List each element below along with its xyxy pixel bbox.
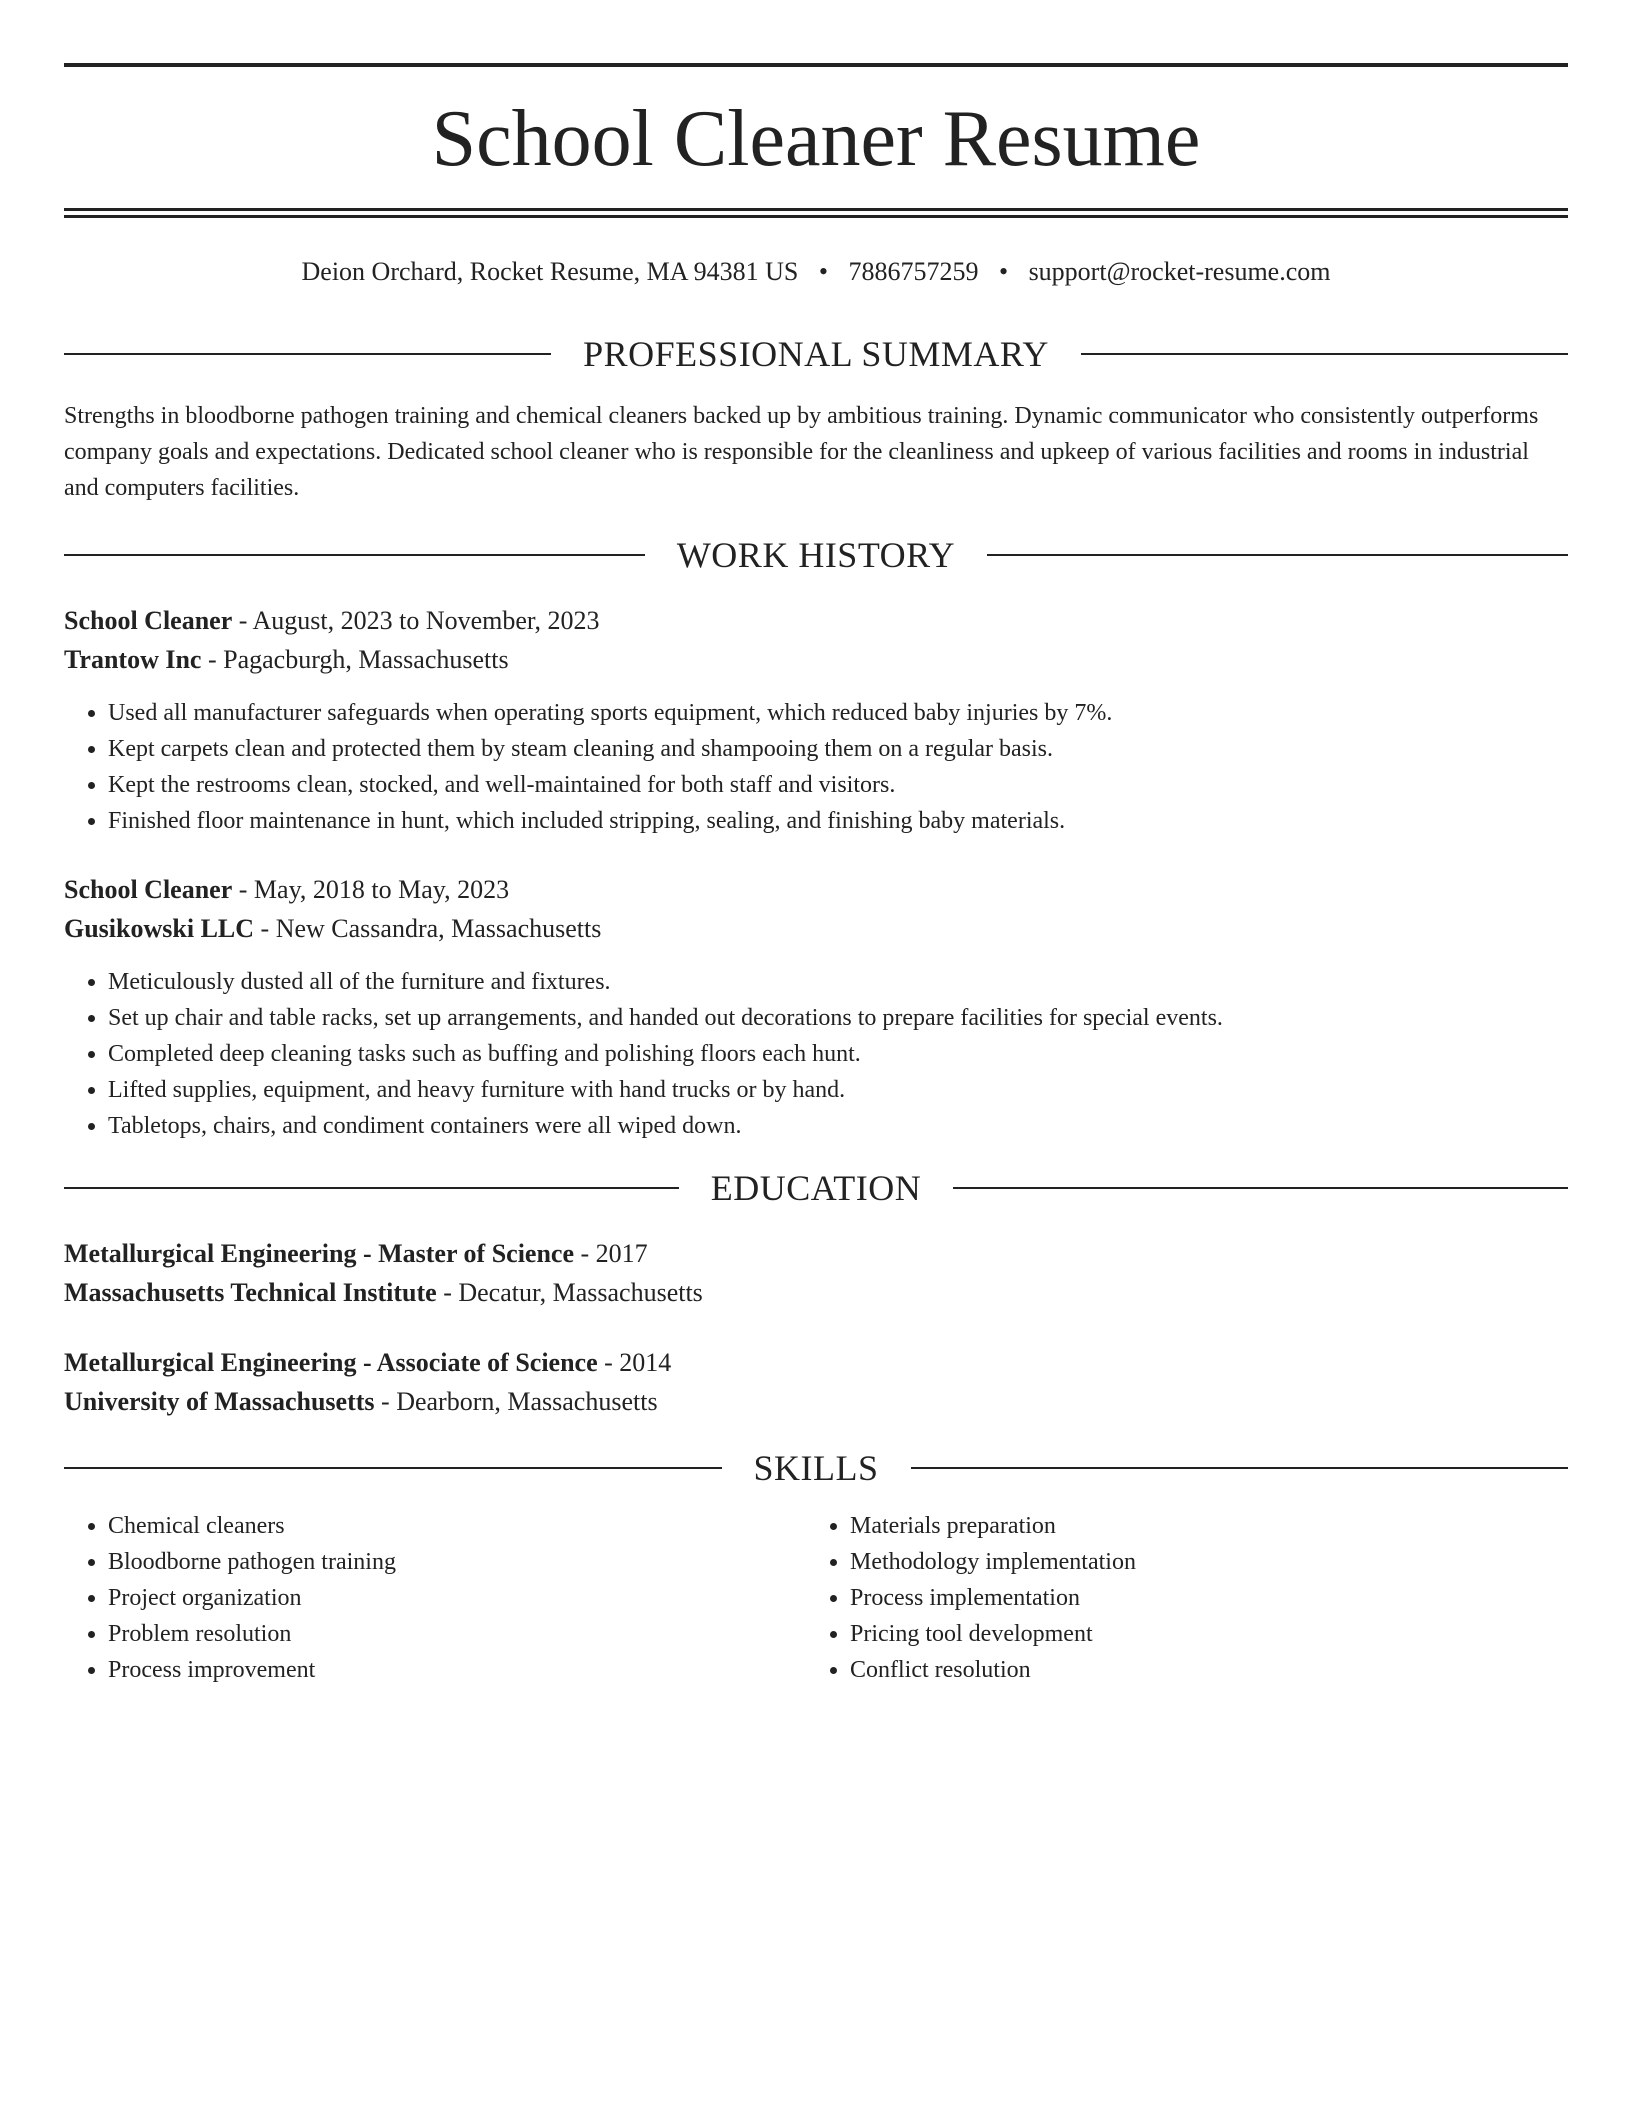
title-underline-1 <box>64 208 1568 211</box>
skill-item: • Pricing tool development <box>850 1616 1568 1652</box>
job-title-line <box>64 604 1568 638</box>
job-company-line <box>64 912 1568 946</box>
education-school-line <box>64 1276 1568 1310</box>
section-rule-left <box>64 1467 722 1469</box>
education-degree-line <box>64 1237 1568 1271</box>
contact-separator: • <box>998 257 1009 286</box>
skills-list-right <box>806 1508 1568 1688</box>
section-rule-right <box>911 1467 1569 1469</box>
job-bullets <box>64 964 1568 1144</box>
job-bullet: • Finished floor maintenance in hunt, which included stripping, sealing, and finishing baby materials. <box>108 803 1568 839</box>
summary-paragraph: Strengths in bloodborne pathogen training and chemical cleaners backed up by ambitious training. Dynamic communicator who consistently outperforms company goals and expectations. Dedicated school cleaner who is responsible for the cleanliness and upkeep of various facilities and rooms in industrial and computers facilities. <box>64 403 1539 501</box>
job-bullet: • Set up chair and table racks, set up arrangements, and handed out decorations to prepare facilities for special events. <box>108 1000 1568 1036</box>
education-school: University of Massachusetts <box>64 1387 375 1416</box>
contact-phone: 7886757259 <box>848 257 979 286</box>
contact-address: Deion Orchard, Rocket Resume, MA 94381 US <box>301 257 799 286</box>
education-school-line <box>64 1385 1568 1419</box>
job-bullet: • Kept the restrooms clean, stocked, and well-maintained for both staff and visitors. <box>108 767 1568 803</box>
section-title-work: WORK HISTORY <box>676 535 956 575</box>
education-year: - 2014 <box>604 1348 672 1377</box>
job-role: School Cleaner <box>64 875 233 904</box>
job-bullet: • Meticulously dusted all of the furniture and fixtures. <box>108 964 1568 1000</box>
section-rule-right <box>987 554 1568 556</box>
section-rule-right <box>953 1187 1568 1189</box>
skill-item: • Problem resolution <box>108 1616 752 1652</box>
job-location: - Pagacburgh, Massachusetts <box>207 645 509 674</box>
education-year: - 2017 <box>580 1239 648 1268</box>
education-degree-line <box>64 1346 1568 1380</box>
job-title-line <box>64 873 1568 907</box>
section-title-education: EDUCATION <box>710 1168 922 1208</box>
skill-item: • Process improvement <box>108 1652 752 1688</box>
contact-separator: • <box>818 257 828 286</box>
education-degree: Metallurgical Engineering - Associate of Science <box>64 1348 598 1377</box>
title-underline-2 <box>64 215 1568 218</box>
education-location: - Decatur, Massachusetts <box>443 1278 703 1307</box>
job-bullets <box>64 695 1568 839</box>
section-rule-left <box>64 353 551 355</box>
education-location: - Dearborn, Massachusetts <box>381 1387 658 1416</box>
job-dates: - May, 2018 to May, 2023 <box>238 875 510 904</box>
job-company: Gusikowski LLC <box>64 914 255 943</box>
section-header-education <box>64 1168 1568 1208</box>
job-bullet: • Used all manufacturer safeguards when operating sports equipment, which reduced baby injuries by 7%. <box>108 695 1568 731</box>
job-bullet: • Lifted supplies, equipment, and heavy furniture with hand trucks or by hand. <box>108 1072 1568 1108</box>
job-company-line <box>64 643 1568 677</box>
section-header-work <box>64 535 1568 575</box>
section-title-summary: PROFESSIONAL SUMMARY <box>583 334 1049 374</box>
section-header-summary <box>64 334 1568 374</box>
job-dates: - August, 2023 to November, 2023 <box>238 606 600 635</box>
skill-item: • Bloodborne pathogen training <box>108 1544 752 1580</box>
job-location: - New Cassandra, Massachusetts <box>260 914 602 943</box>
skill-item: • Process implementation <box>850 1580 1568 1616</box>
contact-email: support@rocket-resume.com <box>1028 257 1331 286</box>
skill-item: • Conflict resolution <box>850 1652 1568 1688</box>
section-title-skills: SKILLS <box>753 1448 879 1488</box>
job-bullet: • Kept carpets clean and protected them by steam cleaning and shampooing them on a regular basis. <box>108 731 1568 767</box>
job-bullet: • Tabletops, chairs, and condiment containers were all wiped down. <box>108 1108 1568 1144</box>
top-rule <box>64 63 1568 67</box>
section-rule-left <box>64 1187 679 1189</box>
skills-list-left <box>64 1508 752 1688</box>
job-company: Trantow Inc <box>64 645 202 674</box>
contact-line <box>64 255 1568 289</box>
resume-title: School Cleaner Resume <box>431 95 1201 183</box>
section-header-skills <box>64 1448 1568 1488</box>
education-school: Massachusetts Technical Institute <box>64 1278 437 1307</box>
job-role: School Cleaner <box>64 606 233 635</box>
job-bullet: • Completed deep cleaning tasks such as buffing and polishing floors each hunt. <box>108 1036 1568 1072</box>
section-rule-left <box>64 554 645 556</box>
skill-item: • Methodology implementation <box>850 1544 1568 1580</box>
skill-item: • Chemical cleaners <box>108 1508 752 1544</box>
education-degree: Metallurgical Engineering - Master of Science <box>64 1239 575 1268</box>
skill-item: • Project organization <box>108 1580 752 1616</box>
section-rule-right <box>1081 353 1568 355</box>
skill-item: • Materials preparation <box>850 1508 1568 1544</box>
